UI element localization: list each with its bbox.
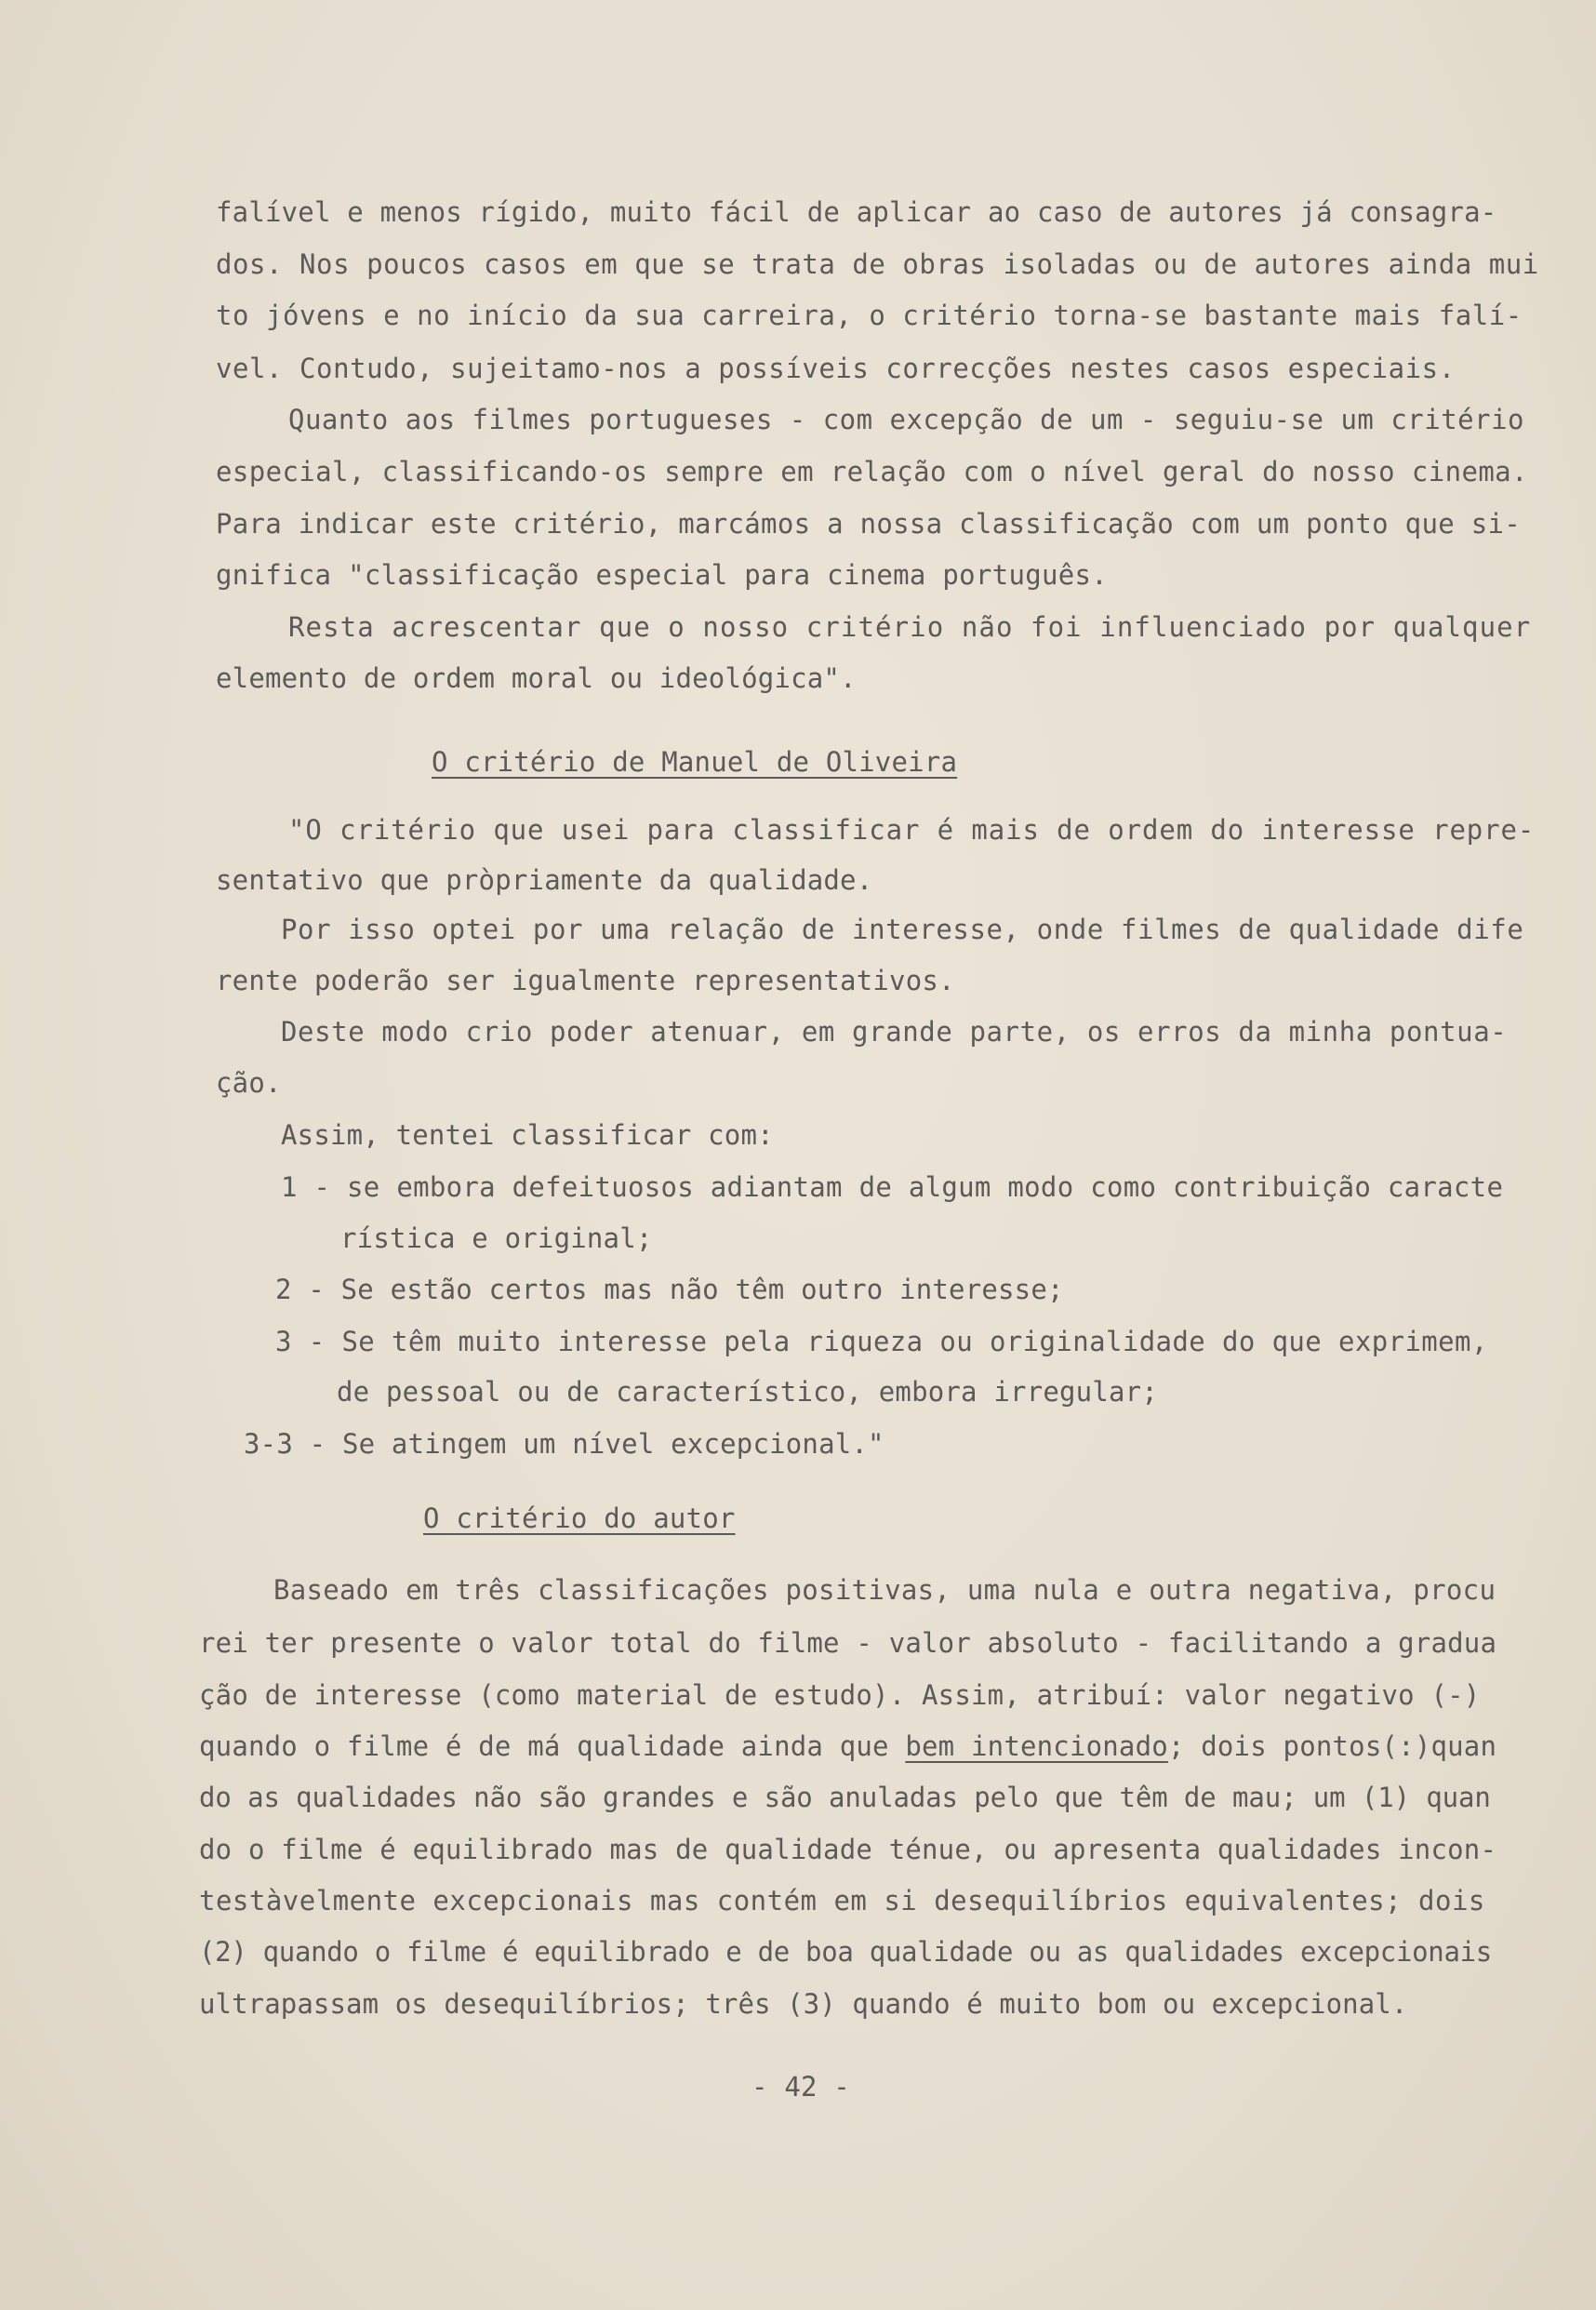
list-item: 2 - Se estão certos mas não têm outro interesse; xyxy=(275,1274,1064,1305)
list-item: 3 - Se têm muito interesse pela riqueza ou originalidade do que exprimem, xyxy=(275,1326,1488,1357)
section-heading: O critério do autor xyxy=(423,1502,736,1534)
text-line: rei ter presente o valor total do filme - valor absoluto - facilitando a gradua xyxy=(199,1627,1497,1659)
text-line: Por isso optei por uma relação de interesse, onde filmes de qualidade dife xyxy=(281,914,1524,945)
text-line: to jóvens e no início da sua carreira, o critério torna-se bastante mais falí- xyxy=(216,300,1523,331)
section-heading: O critério de Manuel de Oliveira xyxy=(432,746,958,778)
text-line: Quanto aos filmes portugueses - com excepção de um - seguiu-se um critério xyxy=(288,404,1525,435)
text-segment: quando o filme é de má qualidade ainda que xyxy=(199,1730,906,1762)
text-line: testàvelmente excepcionais mas contém em si desequilíbrios equivalentes; dois xyxy=(199,1885,1485,1916)
list-item-continuation: rística e original; xyxy=(340,1222,653,1254)
text-line: Resta acrescentar que o nosso critério não foi influenciado por qualquer xyxy=(288,611,1532,643)
text-line: do o filme é equilibrado mas de qualidade ténue, ou apresenta qualidades incon- xyxy=(199,1834,1497,1865)
text-line: gnifica "classificação especial para cinema português. xyxy=(216,559,1109,591)
text-segment: ; dois pontos(:)quan xyxy=(1167,1730,1497,1762)
text-line: especial, classificando-os sempre em relação com o nível geral do nosso cinema. xyxy=(216,456,1528,487)
text-line: ultrapassam os desequilíbrios; três (3) quando é muito bom ou excepcional. xyxy=(199,1988,1408,2020)
text-line: Assim, tentei classificar com: xyxy=(281,1119,774,1151)
text-line: (2) quando o filme é equilibrado e de boa qualidade ou as qualidades excepcionais xyxy=(199,1936,1492,1968)
text-line: dos. Nos poucos casos em que se trata de obras isoladas ou de autores ainda mui xyxy=(216,248,1539,280)
text-line: Deste modo crio poder atenuar, em grande parte, os erros da minha pontua- xyxy=(281,1016,1508,1048)
page-number: - 42 - xyxy=(751,2071,850,2103)
text-line xyxy=(199,1730,1497,1762)
list-item: 1 - se embora defeituosos adiantam de algum modo como contribuição caracte xyxy=(281,1171,1504,1203)
text-line: do as qualidades não são grandes e são anuladas pelo que têm de mau; um (1) quan xyxy=(199,1782,1491,1813)
text-line: sentativo que pròpriamente da qualidade. xyxy=(216,864,873,896)
list-item: 3-3 - Se atingem um nível excepcional." xyxy=(244,1428,884,1460)
text-line: ção de interesse (como material de estudo). Assim, atribuí: valor negativo (-) xyxy=(199,1679,1481,1711)
underlined-phrase: bem intencionado xyxy=(905,1730,1168,1762)
text-line: "O critério que usei para classificar é mais de ordem do interesse repre- xyxy=(288,814,1536,846)
text-line: elemento de ordem moral ou ideológica". xyxy=(216,662,857,694)
text-line: Para indicar este critério, marcámos a nossa classificação com um ponto que si- xyxy=(216,508,1521,540)
text-line: Baseado em três classificações positivas, uma nula e outra negativa, procu xyxy=(273,1574,1496,1606)
list-item-continuation: de pessoal ou de característico, embora irregular; xyxy=(337,1376,1158,1408)
text-line: ção. xyxy=(216,1067,282,1099)
text-line: rente poderão ser igualmente representativos. xyxy=(216,965,955,996)
text-line: falível e menos rígido, muito fácil de aplicar ao caso de autores já consagra- xyxy=(216,196,1497,228)
text-line: vel. Contudo, sujeitamo-nos a possíveis correcções nestes casos especiais. xyxy=(216,353,1456,384)
